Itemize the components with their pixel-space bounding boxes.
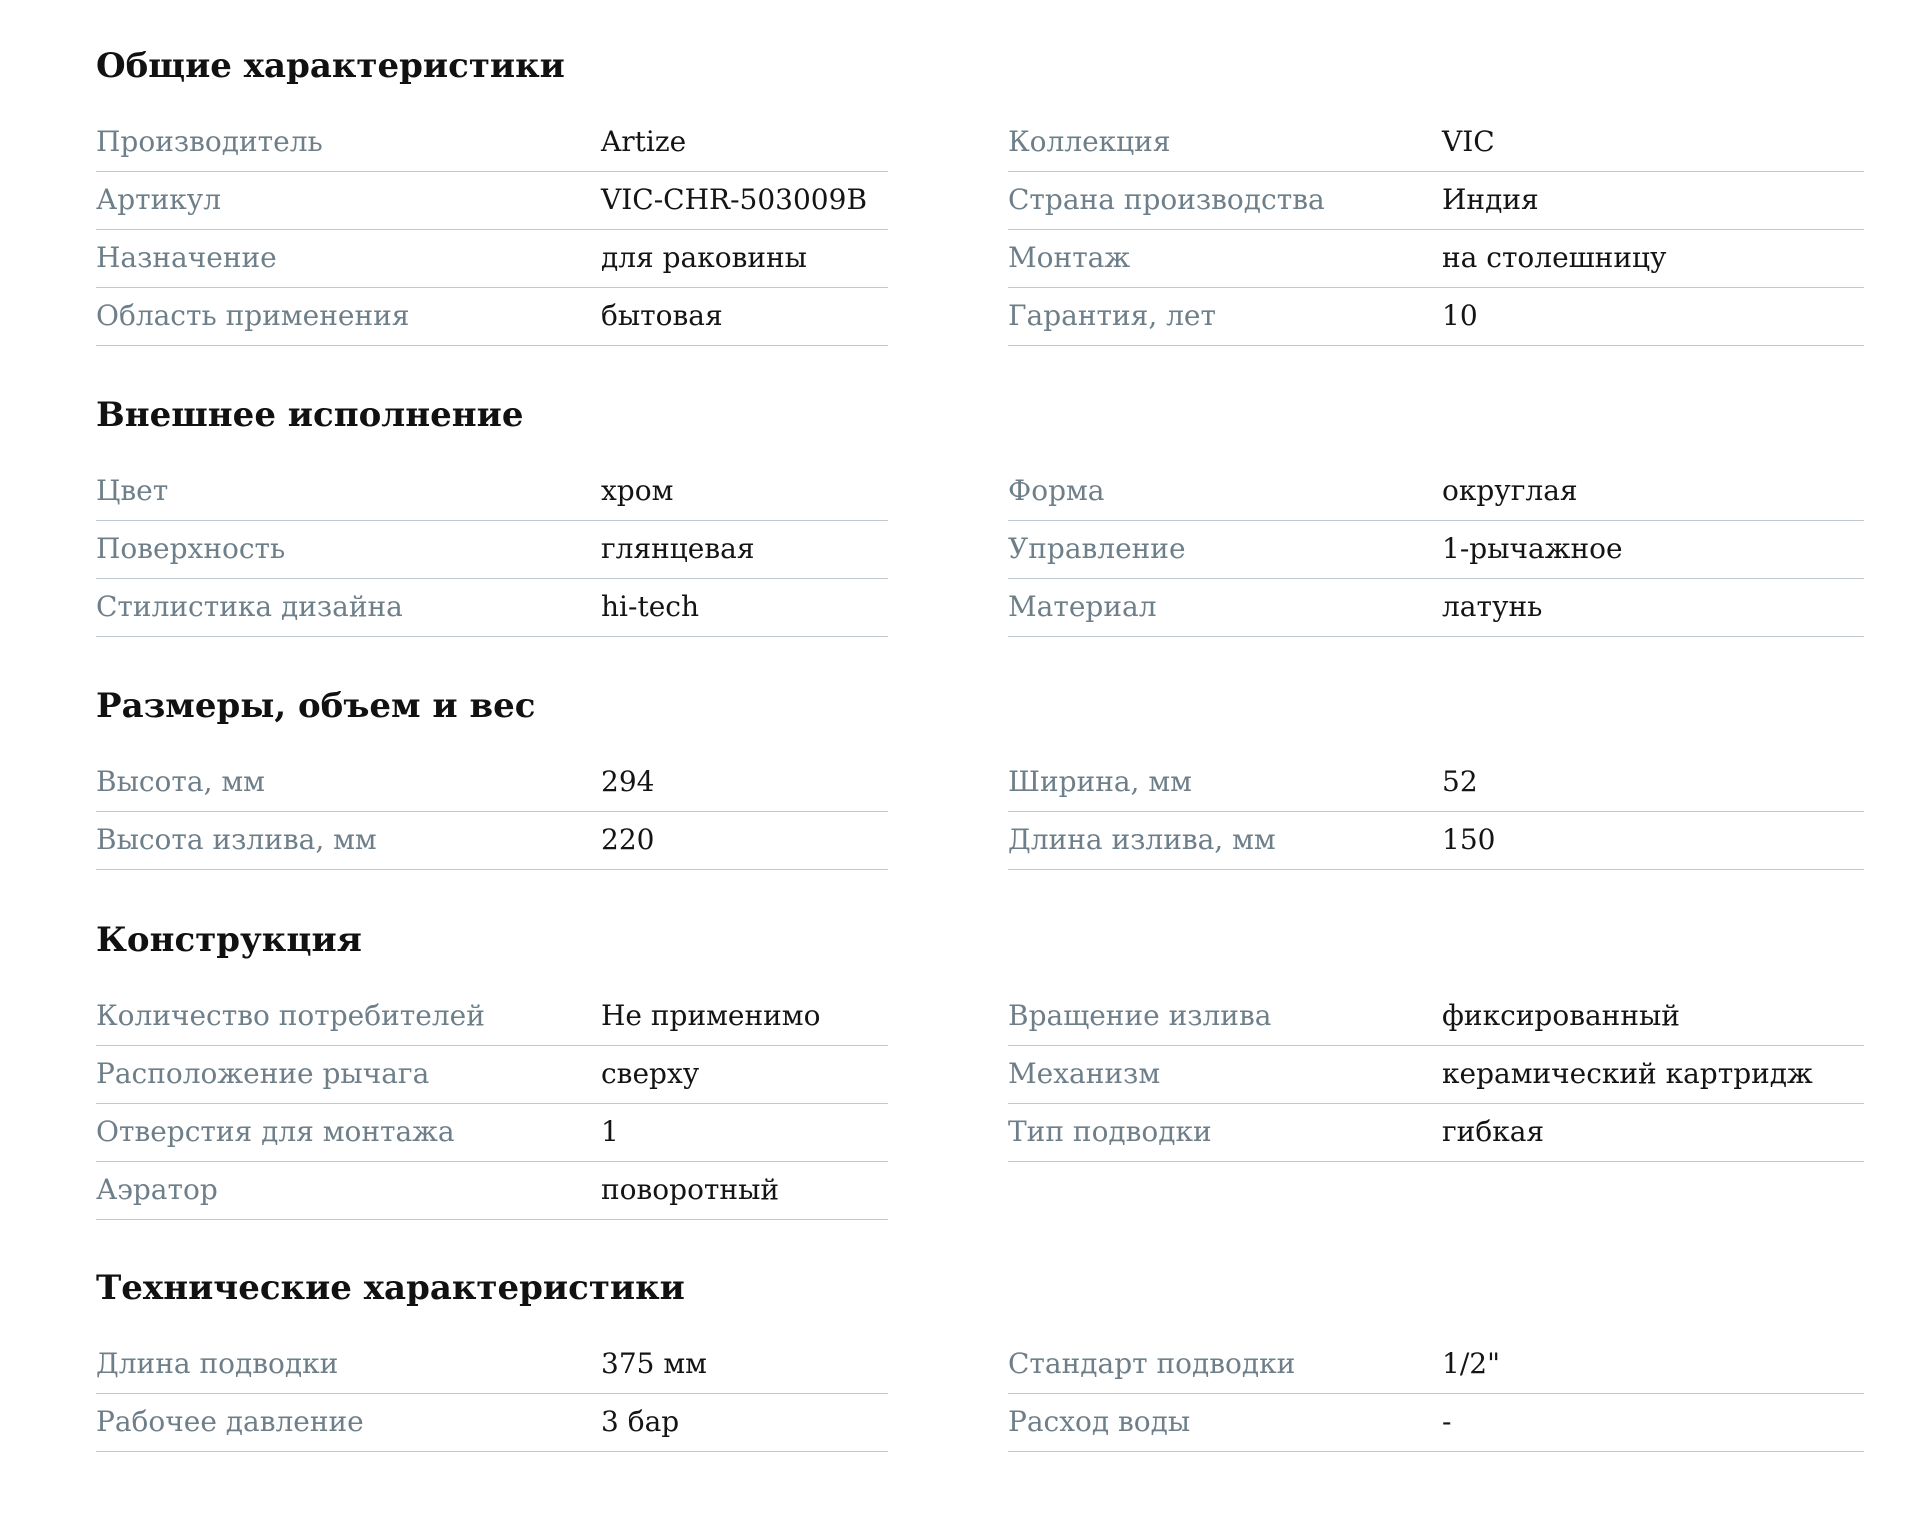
spec-label: Назначение — [96, 241, 277, 274]
spec-row — [1008, 1394, 1864, 1452]
spec-label: Стилистика дизайна — [96, 590, 403, 623]
spec-column-left — [96, 988, 888, 1220]
spec-value: 294 — [601, 765, 655, 798]
spec-row — [1008, 1046, 1864, 1104]
spec-value: фиксированный — [1442, 999, 1680, 1032]
spec-value: гибкая — [1442, 1115, 1545, 1148]
spec-label: Коллекция — [1008, 125, 1171, 158]
spec-row — [96, 1046, 888, 1104]
spec-value: латунь — [1442, 590, 1543, 623]
spec-value: Artize — [601, 125, 687, 158]
spec-value: VIC — [1442, 125, 1495, 158]
spec-label: Управление — [1008, 532, 1186, 565]
spec-value: 1-рычажное — [1442, 532, 1623, 565]
spec-label: Аэратор — [96, 1173, 218, 1206]
spec-value: 150 — [1442, 823, 1496, 856]
spec-label: Монтаж — [1008, 241, 1131, 274]
section-title: Общие характеристики — [96, 46, 565, 86]
spec-value: на столешницу — [1442, 241, 1667, 274]
spec-row — [96, 1394, 888, 1452]
spec-value: 1 — [601, 1115, 619, 1148]
spec-value: керамический картридж — [1442, 1057, 1813, 1090]
spec-label: Рабочее давление — [96, 1405, 364, 1438]
spec-row — [96, 1336, 888, 1394]
spec-value: 52 — [1442, 765, 1478, 798]
spec-label: Количество потребителей — [96, 999, 485, 1032]
spec-column-right — [1008, 463, 1864, 637]
spec-label: Высота излива, мм — [96, 823, 377, 856]
section-title: Внешнее исполнение — [96, 395, 524, 435]
spec-column-left — [96, 1336, 888, 1452]
section-title: Размеры, объем и вес — [96, 686, 536, 726]
spec-row — [1008, 463, 1864, 521]
spec-value: 10 — [1442, 299, 1478, 332]
spec-value: сверху — [601, 1057, 700, 1090]
spec-value: поворотный — [601, 1173, 780, 1206]
spec-label: Артикул — [96, 183, 222, 216]
spec-value: Индия — [1442, 183, 1539, 216]
spec-column-right — [1008, 1336, 1864, 1452]
spec-row — [96, 463, 888, 521]
spec-value: округлая — [1442, 474, 1578, 507]
spec-row — [1008, 172, 1864, 230]
spec-row — [1008, 114, 1864, 172]
spec-label: Страна производства — [1008, 183, 1325, 216]
spec-row — [1008, 988, 1864, 1046]
spec-value: 3 бар — [601, 1405, 680, 1438]
spec-label: Отверстия для монтажа — [96, 1115, 455, 1148]
spec-label: Ширина, мм — [1008, 765, 1192, 798]
spec-label: Производитель — [96, 125, 323, 158]
spec-row — [1008, 288, 1864, 346]
spec-value: hi-tech — [601, 590, 699, 623]
spec-label: Длина подводки — [96, 1347, 339, 1380]
spec-value: VIC-CHR-503009B — [601, 183, 868, 216]
spec-row — [1008, 521, 1864, 579]
spec-value: - — [1442, 1405, 1452, 1438]
spec-row — [96, 230, 888, 288]
spec-label: Расход воды — [1008, 1405, 1191, 1438]
spec-label: Область применения — [96, 299, 410, 332]
spec-row — [1008, 754, 1864, 812]
spec-label: Стандарт подводки — [1008, 1347, 1296, 1380]
spec-value: 220 — [601, 823, 655, 856]
spec-column-left — [96, 463, 888, 637]
spec-row — [96, 754, 888, 812]
spec-column-left — [96, 114, 888, 346]
spec-label: Гарантия, лет — [1008, 299, 1216, 332]
spec-value: 1/2" — [1442, 1347, 1500, 1380]
spec-row — [96, 812, 888, 870]
spec-value: глянцевая — [601, 532, 755, 565]
spec-row — [1008, 812, 1864, 870]
spec-row — [1008, 579, 1864, 637]
spec-value: бытовая — [601, 299, 723, 332]
spec-row — [96, 1162, 888, 1220]
spec-label: Вращение излива — [1008, 999, 1272, 1032]
spec-row — [96, 988, 888, 1046]
section-title: Технические характеристики — [96, 1268, 685, 1308]
spec-label: Механизм — [1008, 1057, 1161, 1090]
spec-label: Поверхность — [96, 532, 286, 565]
spec-label: Материал — [1008, 590, 1157, 623]
spec-row — [1008, 230, 1864, 288]
spec-label: Форма — [1008, 474, 1105, 507]
spec-column-right — [1008, 988, 1864, 1162]
spec-label: Расположение рычага — [96, 1057, 430, 1090]
spec-value: 375 мм — [601, 1347, 707, 1380]
spec-value: хром — [601, 474, 674, 507]
spec-value: для раковины — [601, 241, 807, 274]
spec-row — [1008, 1104, 1864, 1162]
spec-row — [96, 579, 888, 637]
spec-row — [96, 521, 888, 579]
spec-label: Длина излива, мм — [1008, 823, 1276, 856]
spec-row — [96, 1104, 888, 1162]
spec-column-right — [1008, 114, 1864, 346]
spec-column-right — [1008, 754, 1864, 870]
spec-label: Цвет — [96, 474, 169, 507]
spec-row — [96, 288, 888, 346]
spec-column-left — [96, 754, 888, 870]
spec-value: Не применимо — [601, 999, 821, 1032]
spec-label: Тип подводки — [1008, 1115, 1212, 1148]
spec-label: Высота, мм — [96, 765, 265, 798]
spec-row — [96, 172, 888, 230]
section-title: Конструкция — [96, 920, 362, 960]
spec-row — [1008, 1336, 1864, 1394]
spec-row — [96, 114, 888, 172]
